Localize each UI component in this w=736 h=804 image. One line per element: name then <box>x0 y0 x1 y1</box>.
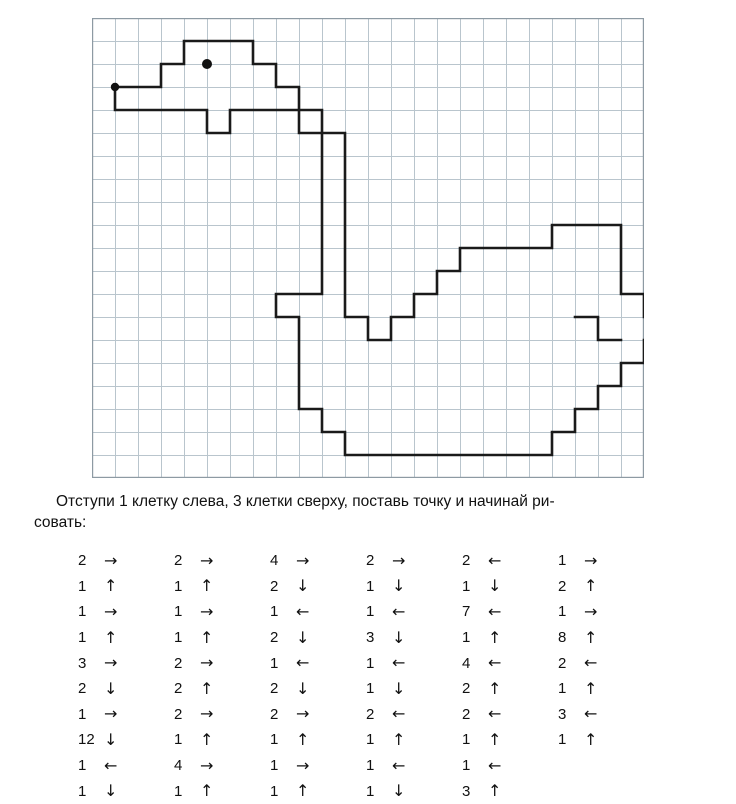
step-count: 1 <box>174 577 183 595</box>
step-item <box>174 702 270 728</box>
step-count: 1 <box>174 782 183 800</box>
arrow-icon: ← <box>488 601 502 621</box>
arrow-icon: ↓ <box>296 678 310 698</box>
arrow-icon: ↑ <box>584 678 598 698</box>
step-item <box>78 548 174 574</box>
step-count: 1 <box>78 629 87 647</box>
step-count: 1 <box>78 705 87 723</box>
step-count: 2 <box>366 552 375 570</box>
step-item <box>78 778 174 804</box>
step-item <box>174 548 270 574</box>
step-count: 2 <box>270 705 279 723</box>
step-count: 1 <box>462 731 471 749</box>
arrow-icon: ↑ <box>584 576 598 596</box>
step-item <box>174 574 270 600</box>
eye-dot <box>202 59 212 69</box>
arrow-icon: → <box>200 755 214 775</box>
step-count: 2 <box>174 552 183 570</box>
arrow-icon: ← <box>296 653 310 673</box>
arrow-icon: ↑ <box>200 781 214 801</box>
arrow-icon: ↑ <box>488 729 502 749</box>
arrow-icon: ↑ <box>104 627 118 647</box>
step-item <box>462 676 558 702</box>
steps-column-2 <box>174 548 270 804</box>
arrow-icon: ← <box>392 704 406 724</box>
step-item <box>270 676 366 702</box>
step-item <box>366 650 462 676</box>
arrow-icon: → <box>296 704 310 724</box>
step-item <box>462 650 558 676</box>
step-count: 2 <box>366 705 375 723</box>
arrow-icon: ↓ <box>296 576 310 596</box>
arrow-icon: ↓ <box>488 576 502 596</box>
step-count: 1 <box>558 680 567 698</box>
step-count: 2 <box>462 552 471 570</box>
steps-column-3 <box>270 548 366 804</box>
step-item <box>78 650 174 676</box>
step-item <box>78 599 174 625</box>
step-count: 1 <box>270 757 279 775</box>
step-item <box>270 727 366 753</box>
arrow-icon: ← <box>488 704 502 724</box>
arrow-icon: ↑ <box>200 729 214 749</box>
step-count: 3 <box>78 654 87 672</box>
step-item <box>270 650 366 676</box>
arrow-icon: ↑ <box>584 729 598 749</box>
arrow-icon: ← <box>296 601 310 621</box>
step-item <box>462 702 558 728</box>
step-count: 2 <box>174 705 183 723</box>
arrow-icon: ↑ <box>488 781 502 801</box>
instruction-text <box>34 492 702 534</box>
step-count: 2 <box>270 577 279 595</box>
arrow-icon: ← <box>392 601 406 621</box>
grid-lines <box>92 18 644 478</box>
step-item <box>174 650 270 676</box>
arrow-icon: ↓ <box>296 627 310 647</box>
step-count: 1 <box>270 654 279 672</box>
step-count: 1 <box>174 731 183 749</box>
arrow-icon: ← <box>392 755 406 775</box>
step-item <box>558 676 654 702</box>
step-count: 1 <box>78 782 87 800</box>
step-item <box>78 702 174 728</box>
step-count: 7 <box>462 603 471 621</box>
step-item <box>366 574 462 600</box>
arrow-icon: → <box>104 653 118 673</box>
step-item <box>174 625 270 651</box>
steps-column-1 <box>78 548 174 804</box>
step-item <box>462 625 558 651</box>
step-item <box>270 574 366 600</box>
step-item <box>366 727 462 753</box>
step-count: 1 <box>366 782 375 800</box>
step-count: 1 <box>366 603 375 621</box>
step-count: 2 <box>270 680 279 698</box>
step-item <box>366 599 462 625</box>
step-count: 4 <box>462 654 471 672</box>
graphic-dictation-grid <box>92 18 644 478</box>
step-item <box>366 778 462 804</box>
step-count: 1 <box>366 654 375 672</box>
arrow-icon: ↑ <box>200 678 214 698</box>
step-count: 2 <box>270 629 279 647</box>
step-item <box>78 727 174 753</box>
step-count: 1 <box>270 731 279 749</box>
step-item <box>462 599 558 625</box>
arrow-icon: ↑ <box>296 781 310 801</box>
step-count: 1 <box>78 757 87 775</box>
steps-table <box>78 548 678 804</box>
arrow-icon: → <box>584 550 598 570</box>
arrow-icon: ← <box>584 653 598 673</box>
step-count: 1 <box>462 629 471 647</box>
step-item <box>174 676 270 702</box>
step-count: 2 <box>174 654 183 672</box>
arrow-icon: ↑ <box>296 729 310 749</box>
step-count: 1 <box>366 680 375 698</box>
arrow-icon: → <box>200 550 214 570</box>
step-count: 12 <box>78 731 95 749</box>
step-count: 3 <box>366 629 375 647</box>
step-item <box>270 548 366 574</box>
step-count: 2 <box>78 552 87 570</box>
step-count: 1 <box>366 577 375 595</box>
step-item <box>558 548 654 574</box>
step-item <box>78 753 174 779</box>
step-count: 1 <box>462 577 471 595</box>
step-count: 1 <box>558 731 567 749</box>
step-item <box>462 574 558 600</box>
instruction-line-2: совать: <box>34 513 87 531</box>
step-count: 1 <box>558 603 567 621</box>
step-item <box>270 702 366 728</box>
step-item <box>366 676 462 702</box>
step-count: 1 <box>78 603 87 621</box>
arrow-icon: ← <box>104 755 118 775</box>
step-item <box>270 778 366 804</box>
step-item <box>174 599 270 625</box>
arrow-icon: ↑ <box>200 627 214 647</box>
arrow-icon: → <box>584 601 598 621</box>
step-item <box>366 702 462 728</box>
step-item <box>462 778 558 804</box>
step-item <box>366 753 462 779</box>
arrow-icon: → <box>296 755 310 775</box>
step-count: 3 <box>558 705 567 723</box>
start-dot <box>111 83 119 91</box>
instruction-line-1: Отступи 1 клетку слева, 3 клетки сверху, поставь точку и начинай ри- <box>56 493 555 510</box>
arrow-icon: → <box>200 601 214 621</box>
step-item <box>78 574 174 600</box>
step-item <box>558 650 654 676</box>
arrow-icon: → <box>104 601 118 621</box>
step-count: 1 <box>366 731 375 749</box>
steps-column-5 <box>462 548 558 804</box>
arrow-icon: ← <box>584 704 598 724</box>
step-item <box>462 548 558 574</box>
step-count: 1 <box>174 603 183 621</box>
step-count: 1 <box>270 782 279 800</box>
arrow-icon: ↑ <box>488 678 502 698</box>
arrow-icon: ↓ <box>104 678 118 698</box>
step-item <box>558 574 654 600</box>
arrow-icon: → <box>392 550 406 570</box>
arrow-icon: → <box>296 550 310 570</box>
arrow-icon: ↑ <box>488 627 502 647</box>
step-item <box>462 727 558 753</box>
step-item <box>366 625 462 651</box>
arrow-icon: ↓ <box>392 781 406 801</box>
steps-column-4 <box>366 548 462 804</box>
arrow-icon: ↓ <box>104 781 118 801</box>
step-item <box>558 599 654 625</box>
step-item <box>270 753 366 779</box>
step-count: 2 <box>78 680 87 698</box>
arrow-icon: ↓ <box>392 678 406 698</box>
step-count: 2 <box>558 577 567 595</box>
step-item <box>78 625 174 651</box>
arrow-icon: ← <box>488 550 502 570</box>
step-item <box>558 625 654 651</box>
arrow-icon: ↑ <box>200 576 214 596</box>
step-item <box>270 599 366 625</box>
step-item <box>174 727 270 753</box>
step-count: 1 <box>78 577 87 595</box>
step-count: 3 <box>462 782 471 800</box>
step-item <box>174 753 270 779</box>
step-item <box>558 702 654 728</box>
arrow-icon: ↓ <box>392 627 406 647</box>
step-count: 2 <box>558 654 567 672</box>
step-count: 1 <box>366 757 375 775</box>
step-count: 2 <box>462 705 471 723</box>
step-count: 2 <box>462 680 471 698</box>
step-item <box>78 676 174 702</box>
arrow-icon: → <box>104 550 118 570</box>
steps-column-6 <box>558 548 654 804</box>
step-count: 1 <box>174 629 183 647</box>
step-item <box>462 753 558 779</box>
arrow-icon: ← <box>392 653 406 673</box>
step-count: 1 <box>558 552 567 570</box>
arrow-icon: ↑ <box>584 627 598 647</box>
arrow-icon: ↑ <box>104 576 118 596</box>
step-count: 4 <box>270 552 279 570</box>
arrow-icon: ↓ <box>392 576 406 596</box>
arrow-icon: ← <box>488 653 502 673</box>
swan-wing-notch <box>575 317 621 340</box>
arrow-icon: → <box>104 704 118 724</box>
arrow-icon: ↓ <box>104 729 118 749</box>
step-count: 4 <box>174 757 183 775</box>
arrow-icon: ← <box>488 755 502 775</box>
step-count: 2 <box>174 680 183 698</box>
step-item <box>366 548 462 574</box>
step-count: 1 <box>270 603 279 621</box>
step-item <box>558 727 654 753</box>
step-item <box>270 625 366 651</box>
arrow-icon: → <box>200 704 214 724</box>
arrow-icon: ↑ <box>392 729 406 749</box>
step-count: 1 <box>462 757 471 775</box>
step-count: 8 <box>558 629 567 647</box>
arrow-icon: → <box>200 653 214 673</box>
step-item <box>174 778 270 804</box>
